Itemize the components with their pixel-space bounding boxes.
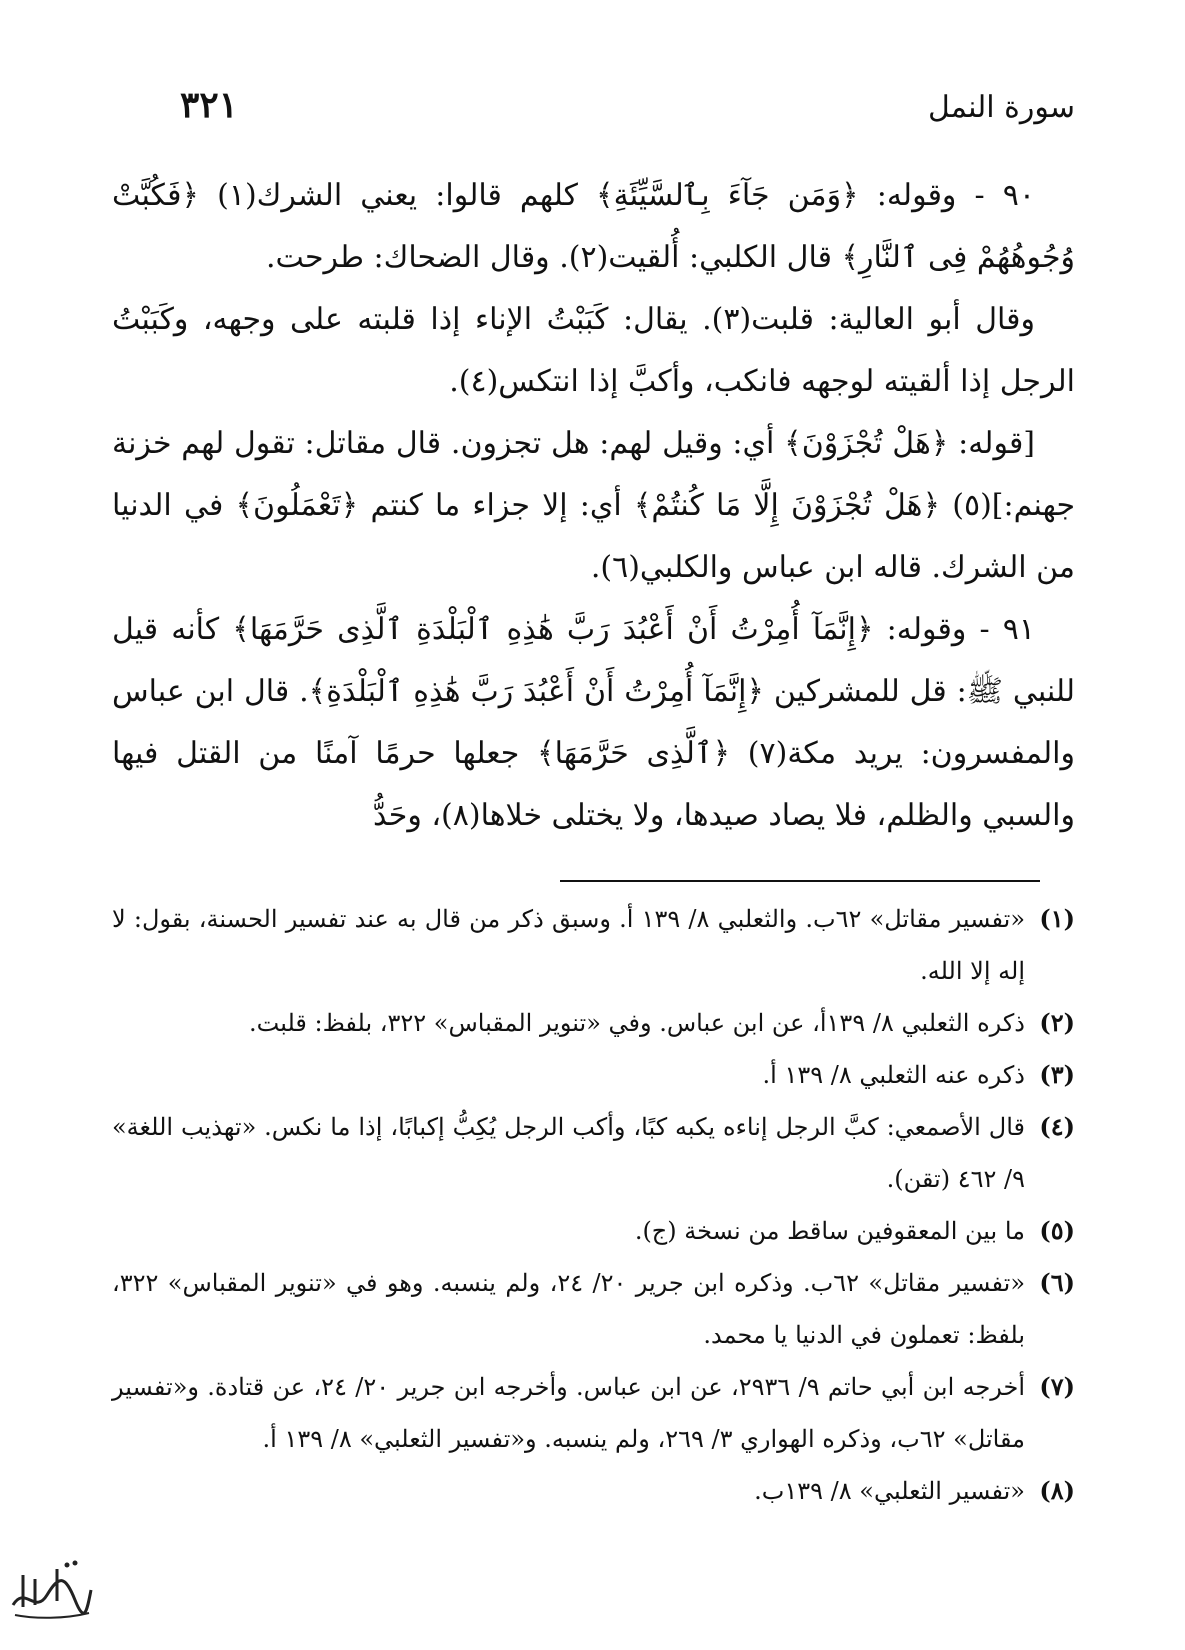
footnote xyxy=(112,1049,1075,1101)
footnote-number: (١) xyxy=(1039,904,1075,933)
footnote-number: (٥) xyxy=(1039,1216,1075,1245)
footnote-text: ذكره عنه الثعلبي ٨/ ١٣٩ أ. xyxy=(762,1061,1025,1089)
footnote-number: (٨) xyxy=(1039,1476,1075,1505)
footnote-number: (٦) xyxy=(1039,1268,1075,1297)
footnote-text: ما بين المعقوفين ساقط من نسخة (ج). xyxy=(634,1217,1025,1245)
footnote-text: «تفسير الثعلبي» ٨/ ١٣٩ب. xyxy=(754,1477,1025,1505)
footnote-text: ذكره الثعلبي ٨/ ١٣٩أ، عن ابن عباس. وفي «تنوير المقباس» ٣٢٢، بلفظ: قلبت. xyxy=(249,1009,1025,1037)
footnotes xyxy=(112,893,1075,1517)
footnote xyxy=(112,1101,1075,1205)
paragraph: ٩٠ - وقوله: ﴿وَمَن جَآءَ بِٱلسَّيِّئَةِ﴾ كلهم قالوا: يعني الشرك(١) ﴿فَكُبَّتْ وُجُوهُهُمْ فِى ٱلنَّارِ﴾ قال الكلبي: أُلقيت(٢). وقال الضحاك: طرحت. xyxy=(112,178,1075,275)
footnote-text: «تفسير مقاتل» ٦٢ب. وذكره ابن جرير ٢٠/ ٢٤، ولم ينسبه. وهو في «تنوير المقباس» ٣٢٢، بلفظ: تعملون في الدنيا يا محمد. xyxy=(112,1269,1026,1349)
footnote xyxy=(112,1361,1075,1465)
footnote-text: أخرجه ابن أبي حاتم ٩/ ٢٩٣٦، عن ابن عباس. وأخرجه ابن جرير ٢٠/ ٢٤، عن قتادة. و«تفسير مقاتل» ٦٢ب، وذكره الهواري ٣/ ٢٦٩، ولم ينسبه. و«تفسير الثعلبي» ٨/ ١٣٩ أ. xyxy=(112,1373,1026,1453)
footnote-number: (٣) xyxy=(1039,1060,1075,1089)
paragraph: [قوله: ﴿هَلْ تُجْزَوْنَ﴾ أي: وقيل لهم: هل تجزون. قال مقاتل: تقول لهم خزنة جهنم:](٥) ﴿هَلْ تُجْزَوْنَ إِلَّا مَا كُنتُمْ﴾ أي: إلا جزاء ما كنتم ﴿تَعْمَلُونَ﴾ في الدنيا من الشرك. قاله ابن عباس والكلبي(٦). xyxy=(112,426,1075,585)
main-text xyxy=(112,165,1075,847)
watermark-logo xyxy=(5,1545,95,1625)
surah-title: سورة النمل xyxy=(928,90,1075,125)
paragraph: وقال أبو العالية: قلبت(٣). يقال: كَبَبْتُ الإناء إذا قلبته على وجهه، وكَبَبْتُ الرجل إذا ألقيته لوجهه فانكب، وأكبَّ إذا انتكس(٤). xyxy=(112,302,1075,399)
footnote xyxy=(112,1465,1075,1517)
footnote xyxy=(112,893,1075,997)
footnote-text: «تفسير مقاتل» ٦٢ب. والثعلبي ٨/ ١٣٩ أ. وسبق ذكر من قال به عند تفسير الحسنة، بقول: لا إله إلا الله. xyxy=(112,905,1026,985)
footnote-divider xyxy=(560,880,1040,882)
footnote xyxy=(112,1205,1075,1257)
footnote-number: (٧) xyxy=(1039,1372,1075,1401)
footnote xyxy=(112,997,1075,1049)
paragraph: ٩١ - وقوله: ﴿إِنَّمَآ أُمِرْتُ أَنْ أَعْبُدَ رَبَّ هَٰذِهِ ٱلْبَلْدَةِ ٱلَّذِى حَرَّمَهَا﴾ كأنه قيل للنبي ﷺ: قل للمشركين ﴿إِنَّمَآ أُمِرْتُ أَنْ أَعْبُدَ رَبَّ هَٰذِهِ ٱلْبَلْدَةِ﴾. قال ابن عباس والمفسرون: يريد مكة(٧) ﴿ٱلَّذِى حَرَّمَهَا﴾ جعلها حرمًا آمنًا من القتل فيها والسبي والظلم، فلا يصاد صيدها، ولا يختلى خلاها(٨)، وحَدُّ xyxy=(112,612,1076,833)
footnote-number: (٤) xyxy=(1039,1112,1075,1141)
footnote xyxy=(112,1257,1075,1361)
page-number: ٣٢١ xyxy=(180,84,239,126)
footnote-number: (٢) xyxy=(1039,1008,1075,1037)
footnote-text: قال الأصمعي: كبَّ الرجل إناءه يكبه كبًا، وأكب الرجل يُكِبُّ إكبابًا، إذا ما نكس. «تهذيب اللغة» ٩/ ٤٦٢ (تقن). xyxy=(112,1113,1025,1193)
page-header xyxy=(180,82,1075,132)
